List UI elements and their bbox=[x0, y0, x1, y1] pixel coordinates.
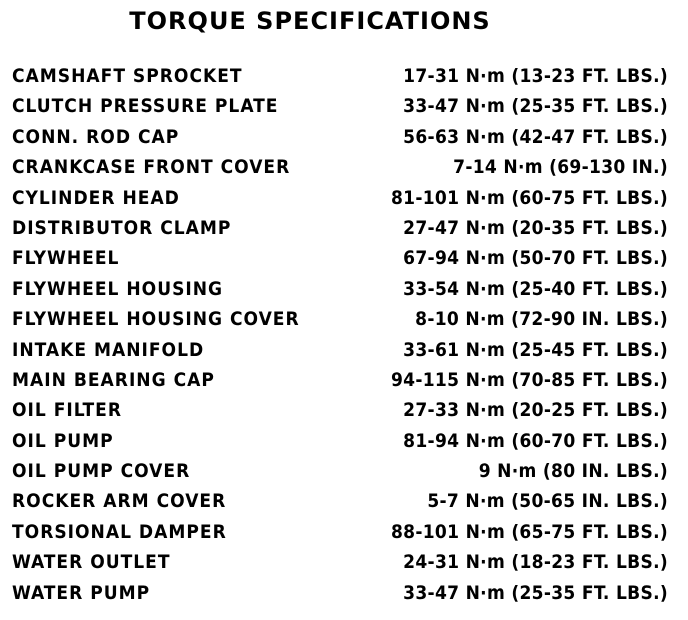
spec-row bbox=[12, 304, 668, 334]
torque-value: 7-14 N·m (69-130 IN.) bbox=[453, 156, 668, 179]
torque-value: 33-47 N·m (25-35 FT. LBS.) bbox=[403, 581, 668, 604]
spec-row bbox=[12, 547, 668, 577]
spec-row bbox=[12, 486, 668, 516]
spec-row bbox=[12, 243, 668, 273]
torque-value: 88-101 N·m (65-75 FT. LBS.) bbox=[390, 520, 668, 543]
part-name: FLYWHEEL HOUSING bbox=[12, 277, 224, 300]
torque-value: 81-94 N·m (60-70 FT. LBS.) bbox=[403, 429, 668, 452]
part-name: CAMSHAFT SPROCKET bbox=[12, 65, 243, 87]
torque-value: 33-54 N·m (25-40 FT. LBS.) bbox=[403, 277, 668, 300]
torque-value: 5-7 N·m (50-65 IN. LBS.) bbox=[427, 490, 668, 513]
part-name: INTAKE MANIFOLD bbox=[12, 338, 205, 361]
torque-value: 81-101 N·m (60-75 FT. LBS.) bbox=[390, 186, 668, 209]
torque-value: 8-10 N·m (72-90 IN. LBS.) bbox=[415, 308, 668, 331]
spec-row bbox=[12, 213, 668, 243]
part-name: CLUTCH PRESSURE PLATE bbox=[12, 95, 279, 118]
part-name: FLYWHEEL bbox=[12, 247, 120, 270]
part-name: CONN. ROD CAP bbox=[12, 125, 180, 148]
spec-row bbox=[12, 365, 668, 395]
torque-value: 67-94 N·m (50-70 FT. LBS.) bbox=[403, 247, 668, 270]
spec-row bbox=[12, 578, 668, 608]
part-name: OIL PUMP bbox=[12, 429, 114, 452]
part-name: CRANKCASE FRONT COVER bbox=[12, 156, 291, 179]
spec-row bbox=[12, 395, 668, 425]
torque-value: 33-61 N·m (25-45 FT. LBS.) bbox=[403, 338, 668, 361]
torque-spec-list bbox=[12, 61, 668, 608]
part-name: OIL FILTER bbox=[12, 399, 123, 422]
torque-value: 24-31 N·m (18-23 FT. LBS.) bbox=[403, 551, 668, 574]
spec-row bbox=[12, 183, 668, 213]
part-name: ROCKER ARM COVER bbox=[12, 490, 227, 513]
torque-value: 33-47 N·m (25-35 FT. LBS.) bbox=[403, 95, 668, 118]
torque-value: 56-63 N·m (42-47 FT. LBS.) bbox=[403, 125, 668, 148]
spec-row bbox=[12, 426, 668, 456]
torque-value: 94-115 N·m (70-85 FT. LBS.) bbox=[390, 368, 668, 391]
part-name: WATER OUTLET bbox=[12, 551, 171, 574]
part-name: DISTRIBUTOR CLAMP bbox=[12, 216, 232, 239]
part-name: MAIN BEARING CAP bbox=[12, 368, 215, 391]
part-name: WATER PUMP bbox=[12, 581, 151, 604]
page-title: TORQUE SPECIFICATIONS bbox=[129, 7, 491, 35]
torque-value: 27-33 N·m (20-25 FT. LBS.) bbox=[403, 399, 668, 422]
spec-row bbox=[12, 335, 668, 365]
part-name: TORSIONAL DAMPER bbox=[12, 520, 227, 543]
spec-row bbox=[12, 456, 668, 486]
spec-row bbox=[12, 91, 668, 121]
part-name: CYLINDER HEAD bbox=[12, 186, 180, 209]
spec-row bbox=[12, 152, 668, 182]
torque-value: 9 N·m (80 IN. LBS.) bbox=[478, 460, 668, 483]
spec-row bbox=[12, 274, 668, 304]
torque-value: 27-47 N·m (20-35 FT. LBS.) bbox=[403, 216, 668, 239]
spec-row bbox=[12, 122, 668, 152]
part-name: FLYWHEEL HOUSING COVER bbox=[12, 308, 300, 331]
spec-row bbox=[12, 61, 668, 91]
spec-row bbox=[12, 517, 668, 547]
part-name: OIL PUMP COVER bbox=[12, 460, 191, 483]
torque-value: 17-31 N·m (13-23 FT. LBS.) bbox=[403, 65, 668, 87]
